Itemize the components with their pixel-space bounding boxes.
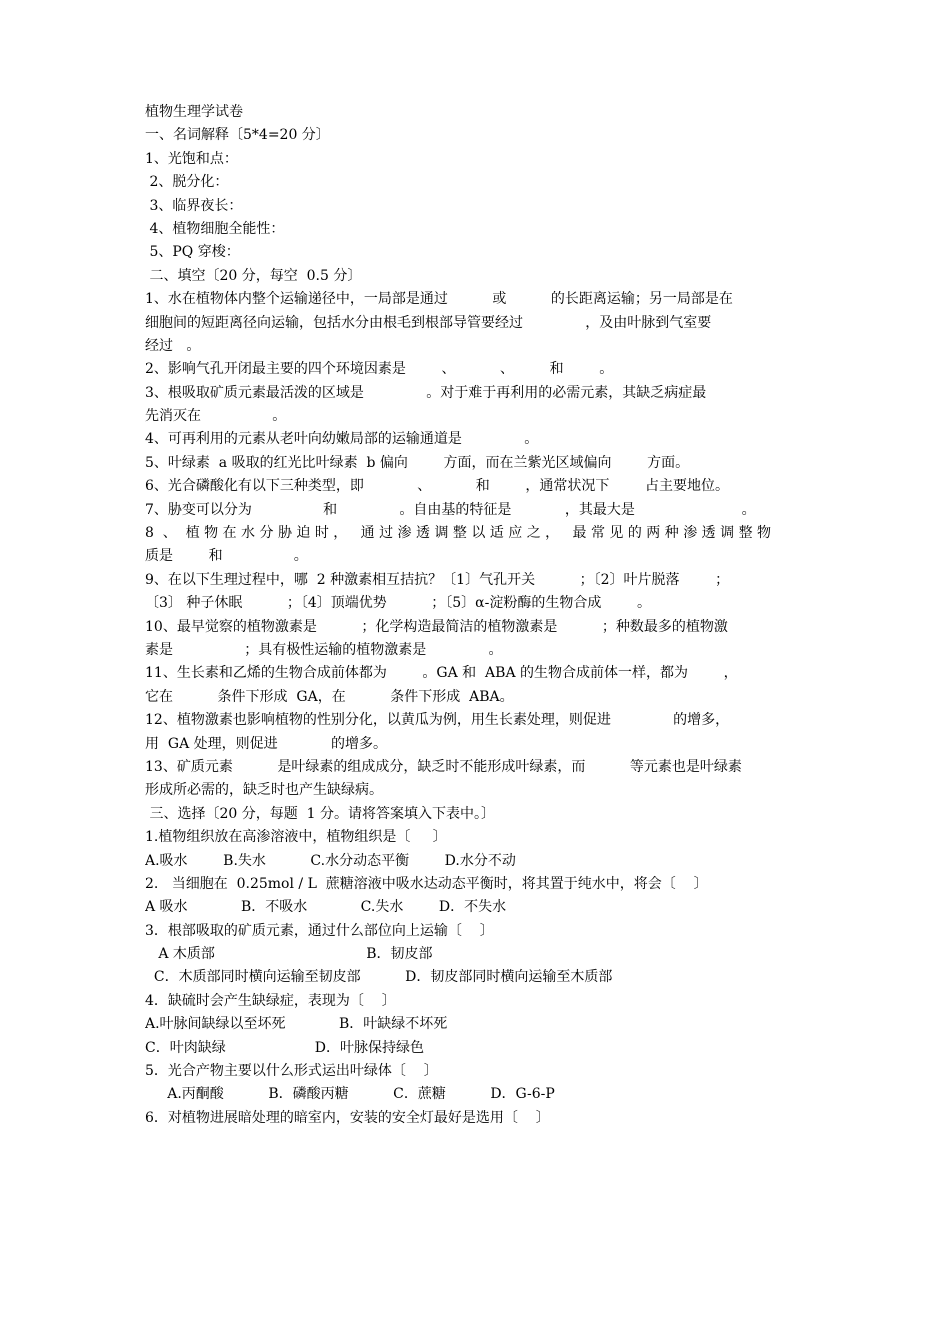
question-line: 2、脱分化： — [145, 174, 229, 191]
section-multiple-choice — [145, 803, 807, 1130]
question-line: 3、根吸取矿质元素最活泼的区域是 。对于难于再利用的必需元素，其缺乏病症最 — [145, 384, 707, 401]
question-line: 5、叶绿素 a 吸取的红光比叶绿素 b 偏向 方面，而在兰紫光区域偏向 方面。 — [145, 454, 690, 471]
question-line: 4、可再利用的元素从老叶向幼嫩局部的运输通道是 。 — [145, 431, 539, 448]
section-heading: 一、名词解释〔5*4=20 分〕 — [145, 127, 330, 144]
question-line: 7、胁变可以分为 和 。自由基的特征是 ，其最大是 。 — [145, 501, 756, 518]
question-line: 11、生长素和乙烯的生物合成前体都为 。GA 和 ABA 的生物合成前体一样，都为 ， — [145, 665, 738, 682]
answer-options: A.叶脉间缺绿以至坏死 B．叶缺绿不坏死 — [145, 1016, 448, 1033]
question-line: 4、植物细胞全能性： — [145, 220, 285, 237]
question-line: 8 、 植 物 在 水 分 胁 迫 时 ， 通 过 渗 透 调 整 以 适 应 之 ， 最 常 见 的 两 种 渗 透 调 整 物 — [145, 525, 772, 542]
section-heading: 三、选择〔20 分，每题 1 分。请将答案填入下表中。〕 — [145, 805, 495, 822]
question-line: 5、PQ 穿梭： — [145, 244, 240, 261]
answer-options: A.丙酮酸 B．磷酸丙糖 C．蔗糖 D．G-6-P — [145, 1086, 555, 1103]
document-title: 植物生理学试卷 — [145, 104, 243, 120]
question-line: 〔3〕 种子休眠 ；〔4〕顶端优势 ；〔5〕α-淀粉酶的生物合成 。 — [145, 595, 651, 612]
question-line: 4．缺硫时会产生缺绿症，表现为〔 〕 — [145, 992, 396, 1009]
exam-content — [145, 101, 807, 1130]
question-line: 1、水在植物体内整个运输递径中，一局部是通过 或 的长距离运输；另一局部是在 — [145, 291, 733, 308]
answer-options: C．木质部同时横向运输至韧皮部 D．韧皮部同时横向运输至木质部 — [145, 969, 613, 986]
question-line: 2. 当细胞在 0.25mol / L 蔗糖溶液中吸水达动态平衡时，将其置于纯水中，将会〔 〕 — [145, 875, 708, 892]
answer-options: A.吸水 B.失水 C.水分动态平衡 D.水分不动 — [145, 852, 516, 869]
question-line: 6、光合磷酸化有以下三种类型，即 、 和 ，通常状况下 占主要地位。 — [145, 478, 730, 495]
question-line: 先消灭在 。 — [145, 408, 287, 425]
question-line: 5．光合产物主要以什么形式运出叶绿体〔 〕 — [145, 1063, 438, 1080]
question-line: 质是 和 。 — [145, 548, 308, 565]
question-line: 9、在以下生理过程中，哪 2 种激素相互拮抗？〔1〕气孔开关 ；〔2〕叶片脱落 ； — [145, 571, 730, 588]
question-line: 1、光饱和点： — [145, 150, 238, 167]
question-line: 3、临界夜长： — [145, 197, 243, 214]
question-line: 形成所必需的，缺乏时也产生缺绿病。 — [145, 782, 383, 799]
section-heading: 二、填空〔20 分，每空 0.5 分〕 — [145, 267, 362, 284]
question-line: 细胞间的短距离径向运输，包括水分由根毛到根部导管要经过 ，及由叶脉到气室要 — [145, 314, 712, 331]
question-line: 13、矿质元素 是叶绿素的组成成分，缺乏时不能形成叶绿素，而 等元素也是叶绿素 — [145, 758, 742, 775]
answer-options: A 木质部 B．韧皮部 — [145, 946, 433, 963]
answer-options: C．叶肉缺绿 D．叶脉保持绿色 — [145, 1039, 424, 1056]
question-line: 经过 。 — [145, 337, 201, 354]
question-line: 12、植物激素也影响植物的性别分化，以黄瓜为例，用生长素处理，则促进 的增多， — [145, 712, 730, 729]
question-line: 6．对植物进展暗处理的暗室内，安装的安全灯最好是选用〔 〕 — [145, 1109, 550, 1126]
question-line: 它在 条件下形成 GA，在 条件下形成 ABA。 — [145, 688, 514, 705]
section-vocabulary — [145, 124, 807, 264]
question-line: 素是 ；具有极性运输的植物激素是 。 — [145, 641, 503, 658]
question-line: 用 GA 处理，则促进 的增多。 — [145, 735, 388, 752]
question-line: 1.植物组织放在高渗溶液中，植物组织是〔 〕 — [145, 829, 447, 846]
answer-options: A 吸水 B．不吸水 C.失水 D．不失水 — [145, 899, 507, 916]
section-fill-blank — [145, 265, 807, 803]
question-line: 3．根部吸取的矿质元素，通过什么部位向上运输〔 〕 — [145, 922, 494, 939]
question-line: 10、最早觉察的植物激素是 ；化学构造最简洁的植物激素是 ；种数最多的植物激 — [145, 618, 728, 635]
question-line: 2、影响气孔开闭最主要的四个环境因素是 、 、 和 。 — [145, 361, 614, 378]
